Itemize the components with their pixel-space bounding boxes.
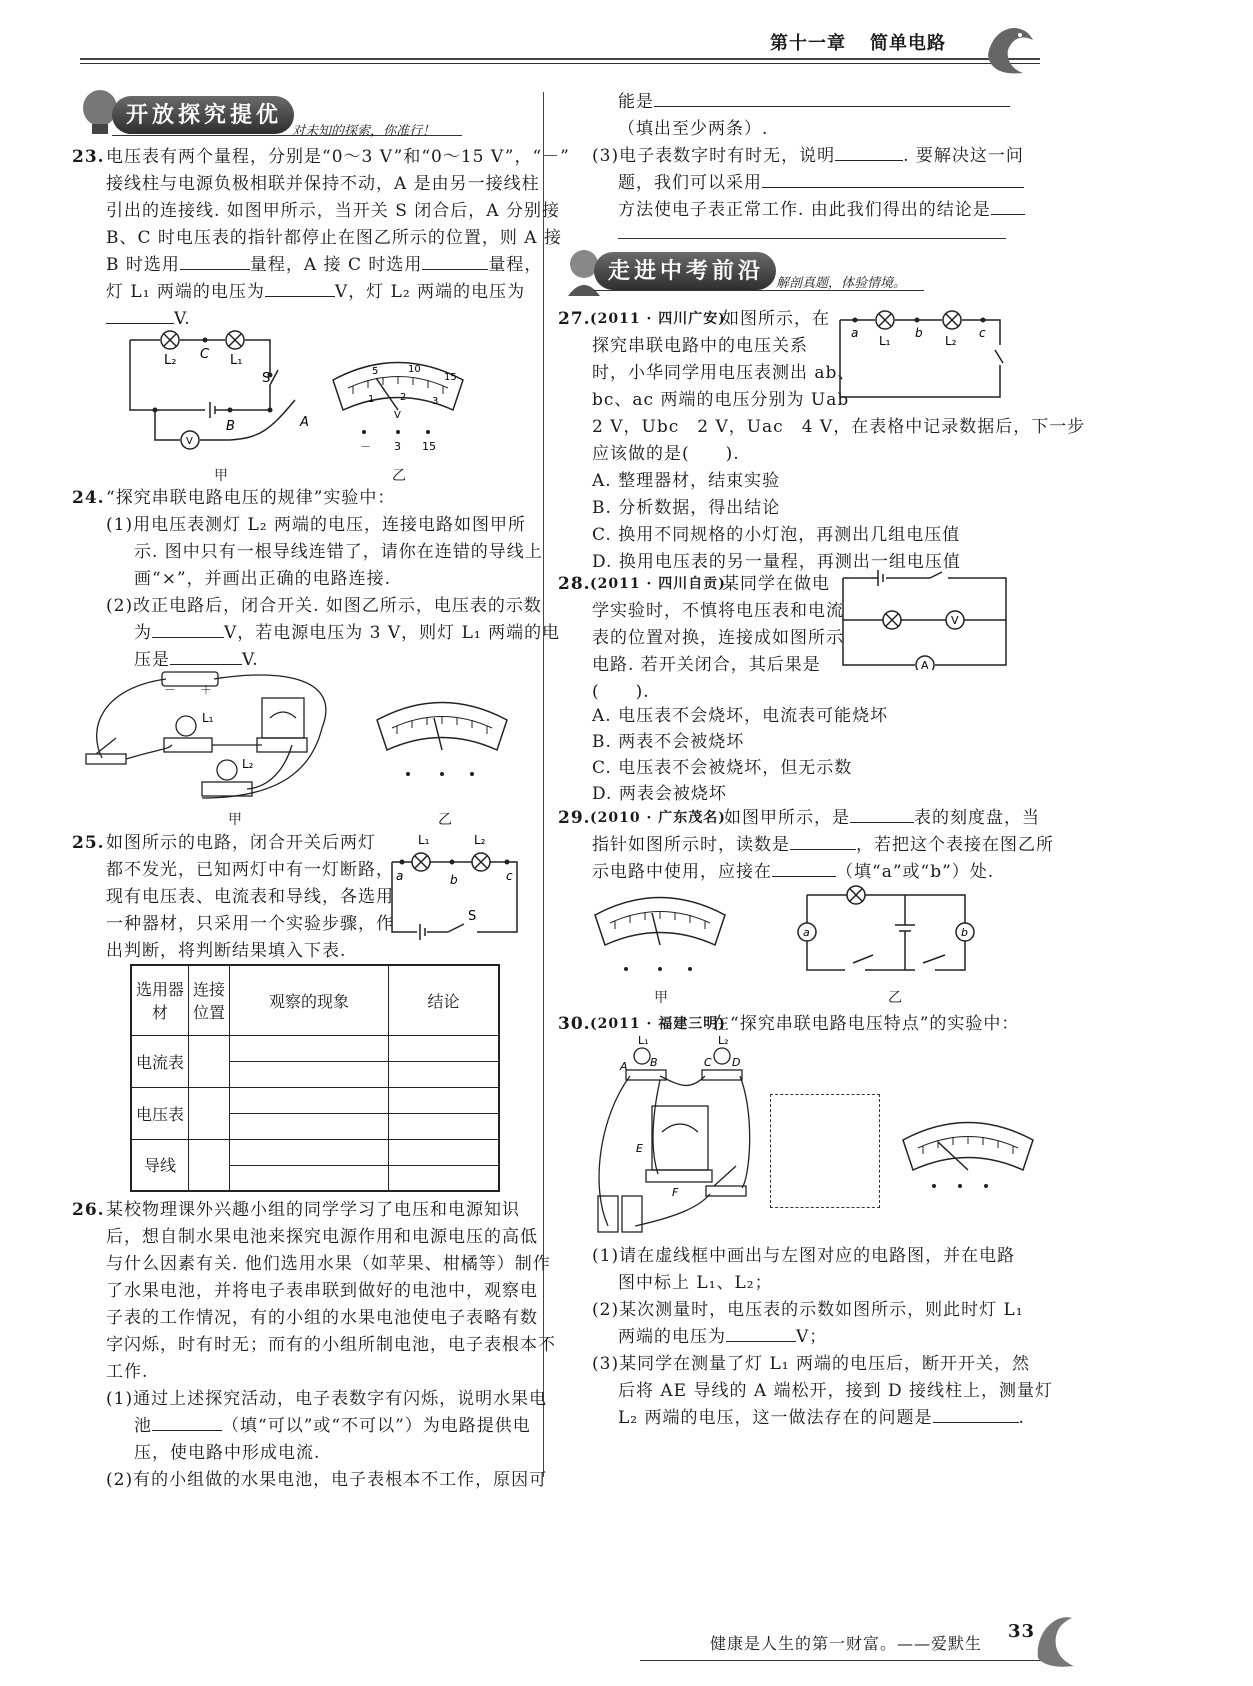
table-row-label: 导线 [131,1139,189,1191]
q30-source: (2011 · 福建三明) [590,1016,726,1032]
q29-number: 29. [558,808,591,828]
q26-line: 压，使电路中形成电流. [134,1443,321,1463]
q26-line: 能是 [618,88,1010,116]
label-B: B [650,1056,658,1069]
q24-line: 画“×”，并画出正确的电路连接. [134,569,392,589]
q28-source: (2011 · 四川自贡) [590,576,726,592]
q23-number: 23. [72,147,105,167]
dial-unit: V [394,410,401,421]
label-voltmeter: V [186,436,193,447]
label-b: b [915,326,923,340]
q30-line: 后将 AE 导线的 A 端松开，接到 D 接线柱上，测量灯 [618,1381,1054,1401]
label-a: a [396,869,404,883]
answer-blank[interactable] [654,88,1010,107]
label-L2: L₂ [945,334,957,348]
q24-line: 为 V，若电源电压为 3 V，则灯 L₁ 两端的电 [134,619,560,647]
q30-voltmeter-dial [898,1110,1038,1215]
meter-label-a: a [803,926,810,939]
answer-blank-line[interactable] [618,238,1006,239]
table-cell[interactable] [230,1113,389,1139]
q27-source: (2011 · 四川广安) [590,311,726,327]
q26-line: 字闪烁，时有时无；而有的小组所制电池，电子表根本不 [106,1335,556,1355]
section-banner-exam: 走进中考前沿 [594,252,776,290]
fig-label-jia: 甲 [214,468,229,484]
q28-line: 表的位置对换，连接成如图所示 [592,628,844,648]
dial-tick: 5 [372,366,379,377]
q26-line: (3)电子表数字时有时无，说明 . 要解决这一问 [592,142,1024,170]
q29-source: (2010 · 广东茂名) [590,810,726,826]
fig-label-jia: 甲 [228,812,243,828]
q26-line: 方法使电子表正常工作. 由此我们得出的结论是 [618,196,1025,224]
dial-tick: 10 [408,364,421,375]
answer-blank[interactable] [422,251,488,270]
q26-line: 与什么因素有关. 他们选用水果（如苹果、柑橘等）制作 [106,1254,551,1274]
label-c: c [979,326,986,340]
footer-rule [640,1660,1060,1661]
label-B: B [226,419,235,434]
label-L1: L₁ [418,833,430,847]
q27-line: 如图所示，在 [722,309,830,329]
answer-blank[interactable] [933,1404,1019,1423]
table-cell[interactable] [389,1087,500,1113]
label-A: A [620,1060,628,1073]
header-rule-thin [80,63,1040,64]
battery-plus: ＋ [200,683,213,697]
q28-line: 学实验时，不慎将电压表和电流 [592,601,844,621]
q30-number: 30. [558,1014,591,1034]
q28-option[interactable]: B. 两表不会被烧坏 [592,732,745,752]
answer-blank[interactable] [772,858,836,877]
answer-blank[interactable] [152,1412,222,1431]
q25-line: 一种器材，只采用一个实验步骤，作 [106,914,394,934]
q30-line: (1)请在虚线框中画出与左图对应的电路图，并在电路 [592,1246,1016,1266]
q26-line: 后，想自制水果电池来探究电源作用和电源电压的高低 [106,1227,538,1247]
q30-title: 在“探究串联电路电压特点”的实验中： [712,1014,1020,1034]
table-cell[interactable] [230,1061,389,1087]
label-L2: L₂ [242,757,254,771]
q27-line: 探究串联电路中的电压关系 [592,336,808,356]
answer-blank[interactable] [180,251,250,270]
q30-line: L₂ 两端的电压，这一做法存在的问题是 . [618,1404,1025,1432]
q26-line: 工作. [106,1362,149,1382]
q30-line: 两端的电压为 V； [618,1323,827,1351]
answer-blank[interactable] [762,169,1024,188]
q28-line: 某同学在做电 [722,574,830,594]
answer-blank[interactable] [850,804,914,823]
table-row-label: 电流表 [131,1035,189,1087]
table-cell[interactable] [230,1165,389,1191]
q23-line: V. [106,305,191,333]
q26-line: 某校物理课外兴趣小组的同学学习了电压和电源知识 [106,1200,520,1220]
table-cell[interactable] [389,1035,500,1061]
q29-circuit-diagram [795,885,980,980]
table-cell[interactable] [189,1139,230,1191]
table-header: 选用器材 [131,965,189,1035]
q30-line: 图中标上 L₁、L₂； [618,1273,773,1293]
q27-option[interactable]: C. 换用不同规格的小灯泡，再测出几组电压值 [592,525,961,545]
q27-number: 27. [558,309,591,329]
label-F: F [672,1186,679,1199]
meter-label-b: b [961,926,968,939]
drawing-area-dashed-box[interactable] [770,1094,880,1208]
table-row-label: 电压表 [131,1087,189,1139]
q25-line: 如图所示的电路，闭合开关后两灯 [106,833,376,853]
q30-line: (3)某同学在测量了灯 L₁ 两端的电压后，断开开关，然 [592,1354,1030,1374]
fig-label-jia: 甲 [654,990,669,1006]
label-L1: L₁ [879,334,891,348]
label-C: C [200,347,210,362]
fig-label-yi: 乙 [888,990,903,1006]
table-cell[interactable] [230,1139,389,1165]
dolphin-footer-icon [1030,1608,1078,1670]
q26-line: (2)有的小组做的水果电池，电子表根本不工作，原因可 [106,1470,548,1490]
q27-option[interactable]: D. 换用电压表的另一量程，再测出一组电压值 [592,552,961,572]
dial-tick: 1 [368,394,375,405]
q24-line: (2)改正电路后，闭合开关. 如图乙所示，电压表的示数 [106,596,542,616]
section-banner-explore: 开放探究提优 [112,96,294,134]
q26-line: (1)通过上述探究活动，电子表数字有闪烁，说明水果电 [106,1389,548,1409]
q28-option[interactable]: D. 两表会被烧坏 [592,784,727,804]
q24-line: “探究串联电路电压的规律”实验中： [106,488,396,508]
q27-line: 时，小华同学用电压表测出 ab、 [592,363,856,383]
label-L1: L₁ [230,353,243,368]
label-L1: L₁ [638,1036,649,1047]
q23-line: 电压表有两个量程，分别是“0～3 V”和“0～15 V”，“－” [106,147,570,167]
q26-line: （填出至少两条）. [618,119,769,139]
answer-blank[interactable] [170,646,242,665]
q29-line: 如图甲所示，是 表的刻度盘，当 [724,804,1040,832]
section-subtitle-exam: 解剖真题，体验情境。 [776,276,907,291]
q29-line: 指针如图所示时，读数是 ，若把这个表接在图乙所 [592,831,1054,859]
table-header: 观察的现象 [230,965,389,1035]
q25-line: 出判断，将判断结果填入下表. [106,941,347,961]
q28-number: 28. [558,574,591,594]
answer-blank[interactable] [726,1323,796,1342]
q25-line: 都不发光，已知两灯中有一灯断路， [106,860,394,880]
label-L2: L₂ [718,1036,729,1047]
voltmeter-label: V [951,614,959,627]
label-L2: L₂ [474,833,486,847]
q27-option[interactable]: A. 整理器材，结束实验 [592,471,781,491]
q23-line: B、C 时电压表的指针都停止在图乙所示的位置，则 A 接 [106,228,562,248]
q26-number: 26. [72,1200,105,1220]
q24-line: (1)用电压表测灯 L₂ 两端的电压，连接电路如图甲所 [106,515,526,535]
table-header: 连接位置 [189,965,230,1035]
table-cell[interactable] [389,1113,500,1139]
q28-option[interactable]: C. 电压表不会被烧坏，但无示数 [592,758,853,778]
q27-line: 应该做的是( ). [592,444,740,464]
q23-line: 接线柱与电源负极相联并保持不动，A 是由另一接线柱 [106,174,540,194]
chapter-label: 第十一章 [770,33,846,54]
label-E: E [636,1142,643,1155]
answer-blank[interactable] [991,196,1025,215]
q23-line: 引出的连接线. 如图甲所示，当开关 S 闭合后，A 分别接 [106,201,560,221]
table-cell[interactable] [189,1087,230,1139]
q27-line: bc、ac 两端的电压分别为 Uab [592,390,850,410]
q30-line: (2)某次测量时，电压表的示数如图所示，则此时灯 L₁ [592,1300,1024,1320]
terminal-label: 15 [422,440,436,453]
q30-apparatus-diagram [580,1036,780,1236]
battery-minus: － [164,683,177,697]
q27-line: 2 V，Ubc 2 V，Uac 4 V，在表格中记录数据后，下一步 [592,417,1086,437]
dial-tick: 2 [400,392,407,403]
label-L1: L₁ [202,711,214,725]
label-c: c [506,869,513,883]
q26-line: 子表的工作情况，有的小组的水果电池使电子表略有数 [106,1308,538,1328]
table-cell[interactable] [389,1139,500,1165]
chapter-title: 简单电路 [870,33,946,54]
q23-voltmeter-dial [328,350,468,455]
q25-line: 现有电压表、电流表和导线，各选用 [106,887,394,907]
q29-line: 示电路中使用，应接在 （填“a”或“b”）处. [592,858,994,886]
fig-label-yi: 乙 [438,812,453,828]
label-a: a [851,326,859,340]
section-subtitle-explore: 对未知的探索，你准行！ [292,124,436,139]
q25-observation-table [130,964,500,1192]
q27-option[interactable]: B. 分析数据，得出结论 [592,498,781,518]
dolphin-logo-icon [978,15,1038,77]
label-L2: L₂ [164,353,177,368]
q28-option[interactable]: A. 电压表不会烧坏，电流表可能烧坏 [592,706,889,726]
answer-blank[interactable] [835,142,903,161]
header-rule [80,58,1040,60]
label-S: S [262,371,271,386]
answer-blank[interactable] [106,305,174,324]
q23-line: B 时选用 量程，A 接 C 时选用 量程， [106,251,542,279]
dial-tick: 15 [444,372,457,383]
table-cell[interactable] [389,1165,500,1191]
answer-blank[interactable] [152,619,224,638]
label-S: S [468,909,477,924]
q24-apparatus-diagram [82,668,362,808]
page-number: 33 [1008,1621,1036,1642]
q24-voltmeter-dial [372,690,512,795]
terminal-label: 3 [394,440,401,453]
q27-circuit-diagram [835,305,1010,405]
answer-blank[interactable] [790,831,856,850]
q24-number: 24. [72,488,105,508]
q24-line: 示. 图中只有一根导线连错了，请你在连错的导线上 [134,542,543,562]
q28-line: ( ). [592,682,650,702]
q25-number: 25. [72,833,105,853]
table-cell[interactable] [189,1035,230,1087]
q25-circuit-diagram [382,832,532,942]
label-b: b [450,873,458,887]
table-header: 结论 [389,965,500,1035]
q23-circuit-diagram [120,330,320,460]
label-D: D [732,1056,741,1069]
q29-meter-dial [590,885,730,990]
answer-blank[interactable] [265,278,335,297]
q28-circuit-diagram [838,570,1010,670]
q28-line: 电路. 若开关闭合，其后果是 [592,655,821,675]
table-cell[interactable] [230,1087,389,1113]
footer-motto: 健康是人生的第一财富。——爱默生 [710,1634,983,1653]
dial-tick: 3 [432,396,439,407]
q23-line: 灯 L₁ 两端的电压为 V，灯 L₂ 两端的电压为 [106,278,525,306]
q26-line: 题，我们可以采用 [618,169,1024,197]
table-cell[interactable] [389,1061,500,1087]
fig-label-yi: 乙 [392,468,407,484]
q26-line: 池 （填“可以”或“不可以”）为电路提供电 [134,1412,531,1440]
label-C: C [704,1056,712,1069]
q26-line: 了水果电池，并将电子表串联到做好的电池中，观察电 [106,1281,538,1301]
ammeter-label: A [921,659,929,670]
label-A: A [300,415,309,430]
terminal-label: － [360,440,371,453]
q24-line: 压是 V. [134,646,259,674]
table-cell[interactable] [230,1035,389,1061]
